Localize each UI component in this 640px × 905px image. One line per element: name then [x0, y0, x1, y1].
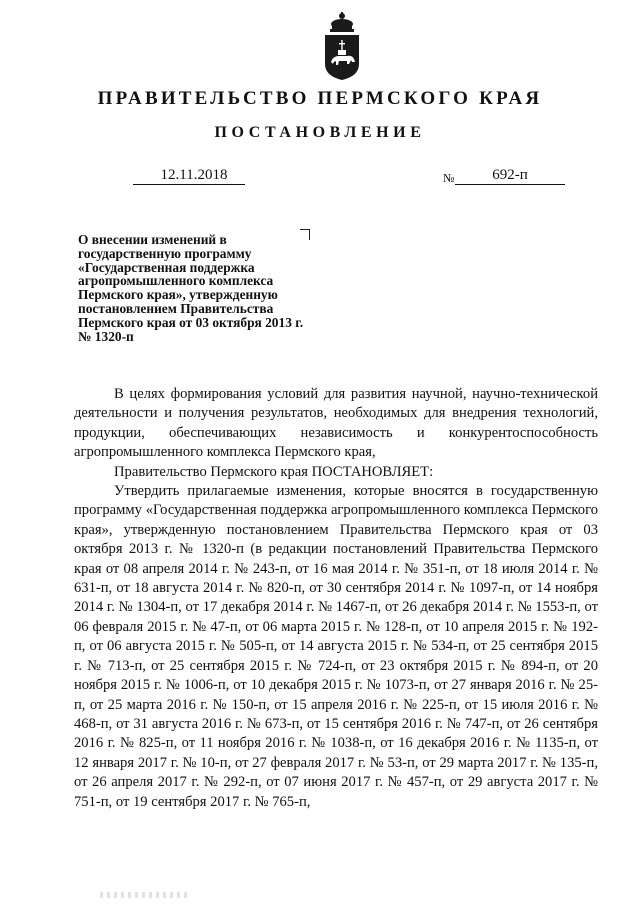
number-label: №	[443, 171, 455, 185]
government-title: ПРАВИТЕЛЬСТВО ПЕРМСКОГО КРАЯ	[97, 88, 543, 109]
subject-corner-mark	[300, 229, 310, 240]
document-number: 692-п	[455, 166, 565, 185]
document-subject: О внесении изменений в государственную программу «Государственная поддержка агропромышленного комплекса Пермского края», утвержденную постановлением Правительства Пермского края от 03 октября 2013 г. № 1320-п	[78, 232, 304, 344]
body-paragraph-purpose: В целях формирования условий для развития научной, научно-технической деятельности и получения результатов, необходимых для внедрения технологий, продукции, обеспечивающих независимость и конкурентоспособность агропромышленного комплекса Пермского края,	[74, 386, 598, 461]
document-type-heading: ПОСТАНОВЛЕНИЕ	[214, 124, 426, 141]
document-body	[74, 385, 598, 812]
document-date: 12.11.2018	[133, 166, 245, 185]
body-paragraph-approve: Утвердить прилагаемые изменения, которые вносятся в государственную программу «Государственная поддержка агропромышленного комплекса Пермского края», утвержденную постановлением Правительства Пермского края от 03 октября 2013 г. № 1320-п (в редакции постановлений Правительства Пермского края от 08 апреля 2014 г. № 243-п, от 16 мая 2014 г. № 351-п, от 18 июля 2014 г. № 631-п, от 18 августа 2014 г. № 820-п, от 30 сентября 2014 г. № 1097-п, от 14 ноября 2014 г. № 1304-п, от 17 декабря 2014 г. № 1467-п, от 26 декабря 2014 г. № 1553-п, от 06 февраля 2015 г. № 47-п, от 06 марта 2015 г. № 128-п, от 10 апреля 2015 г. № 192-п, от 06 августа 2015 г. № 505-п, от 14 августа 2015 г. № 534-п, от 25 сентября 2015 г. № 713-п, от 25 сентября 2015 г. № 724-п, от 23 октября 2015 г. № 894-п, от 20 ноября 2015 г. № 1006-п, от 10 декабря 2015 г. № 1073-п, от 27 января 2016 г. № 25-п, от 25 марта 2016 г. № 150-п, от 15 апреля 2016 г. № 225-п, от 15 июля 2016 г. № 468-п, от 31 августа 2016 г. № 673-п, от 15 сентября 2016 г. № 747-п, от 26 сентября 2016 г. № 825-п, от 11 ноября 2016 г. № 1038-п, от 16 декабря 2016 г. № 1135-п, от 12 января 2017 г. № 10-п, от 27 февраля 2017 г. № 53-п, от 29 марта 2017 г. № 135-п, от 26 апреля 2017 г. № 292-п, от 07 июня 2017 г. № 457-п, от 29 августа 2017 г. № 751-п, от 19 сентября 2017 г. № 765-п,	[74, 483, 598, 810]
scan-artifact	[100, 892, 190, 898]
coat-of-arms-emblem	[321, 12, 363, 82]
body-paragraph-resolves: Правительство Пермского края ПОСТАНОВЛЯЕТ:	[114, 463, 434, 480]
